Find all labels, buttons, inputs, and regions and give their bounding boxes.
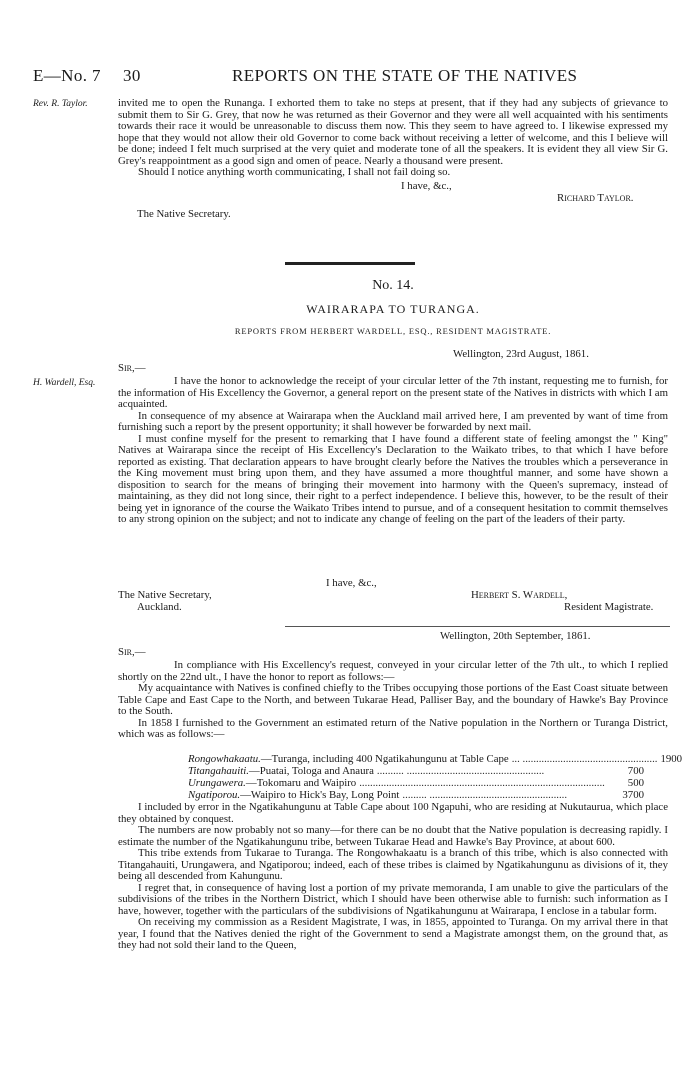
letter3-paragraph: My acquaintance with Natives is confined chiefly to the Tribes occupying those portions of the East Coast situate between Table Cape and East Cape to the North, and between Tukarae Head, Palliser Bay, and the boundary of Hawke's Bay Province to the South. xyxy=(118,682,668,717)
running-title: REPORTS ON THE STATE OF THE NATIVES xyxy=(232,66,578,85)
letter3-paragraph: In compliance with His Excellency's request, conveyed in your circular letter of the 7th ult., to which I replied shortly on the 22nd ult., I have the honor to report as follows:— xyxy=(118,659,668,683)
letter3-paragraph: This tribe extends from Tukarae to Turanga. The Rongowhakaatu is a branch of this tribe, which is also connected with Titangahauiti, Urungawera, and Ngatiporou; indeed, each of these tribes is claimed by Ngatikahungunu as divisions of it, they being all descended from Kahungunu. xyxy=(118,847,668,882)
dot-leader: ........................................................................................... xyxy=(359,777,605,789)
tribe-name: Rongowhakaatu. xyxy=(188,753,261,765)
section-number: No. 14. xyxy=(372,278,414,293)
tribe-name: Urungawera. xyxy=(188,777,246,789)
letter3-paragraph: On receiving my commission as a Resident Magistrate, I was, in 1855, appointed to Turanga. On my arrival there in that year, I found that the Natives denied the right of the Government to send a Magistrate amongst them, on the ground that, as they had not sold their land to the Queen, xyxy=(118,916,668,951)
letter-divider xyxy=(285,626,670,627)
letter3-dateline: Wellington, 20th September, 1861. xyxy=(440,630,591,642)
dot-leader: ......... ................................................... xyxy=(402,789,568,801)
tribe-name: Ngatiporou. xyxy=(188,789,241,801)
table-row xyxy=(188,789,644,801)
letter3-body-bottom xyxy=(118,802,668,952)
letter2-signature: Herbert S. Wardell, xyxy=(471,589,568,601)
letter1-closing: I have, &c., xyxy=(401,180,452,192)
margin-note-wardell: H. Wardell, Esq. xyxy=(33,378,96,388)
letter3-body-top xyxy=(118,660,668,741)
page-header xyxy=(33,66,670,84)
letter2-paragraph: I must confine myself for the present to remarking that I have found a different state of feeling amongst the " King" Natives at Wairarapa since the receipt of His Excellency's Declaration to the Waikato tribes, to that which I have before reported as existing. That declaration appears to have brought clearly before the Natives the troubles which a perseverance in the King movement must bring upon them, and they have assumed a more thoughtful manner, and some have shown a disposition to search for the means of bringing their movement into harmony with the Queen's supremacy, instead of maintaining, as they did not long since, their right to a perfect independence. I believe this, however, to be the result of their being yet in ignorance of the course the Waikato Tribes intend to pursue, and of a consequent hesitation to commit themselves to any strong opinion on the subject; and not to indicate any change of feeling on the part of the leaders of their party. xyxy=(118,432,668,525)
letter2-signature-title: Resident Magistrate. xyxy=(564,601,654,613)
letter2-addressee-city: Auckland. xyxy=(137,601,182,613)
letter2-addressee: The Native Secretary, xyxy=(118,589,212,601)
tribe-district: —Puatai, Tologa and Anaura xyxy=(248,765,374,777)
letter3-paragraph: The numbers are now probably not so many—for there can be no doubt that the Native population is decreasing rapidly. I estimate the number of the Ngatikahungunu tribe, between Tukarae Head and Hawke's Bay Province, at about 600. xyxy=(118,824,668,848)
letter2-salutation: Sir,— xyxy=(118,362,146,374)
table-row xyxy=(188,777,644,789)
letter1-signature: Richard Taylor. xyxy=(557,192,634,204)
letter1-addressee: The Native Secretary. xyxy=(137,208,231,220)
letter2-dateline: Wellington, 23rd August, 1861. xyxy=(453,348,589,360)
letter3-paragraph: I included by error in the Ngatikahungunu at Table Cape about 100 Ngapuhi, who are residing at Nukutaurua, which place they obtained by conquest. xyxy=(118,801,668,825)
margin-note-taylor: Rev. R. Taylor. xyxy=(33,99,88,109)
tribe-district: —Tokomaru and Waipiro xyxy=(245,777,357,789)
letter1-paragraph: Should I notice anything worth communicating, I shall not fail doing so. xyxy=(138,166,451,178)
dot-leader: .......... ................................................... xyxy=(376,765,545,777)
section-divider xyxy=(285,262,415,265)
population-table xyxy=(188,753,683,801)
section-subtitle: REPORTS FROM HERBERT WARDELL, ESQ., RESIDENT MAGISTRATE. xyxy=(234,326,552,336)
population-value: 500 xyxy=(627,777,644,789)
letter2-paragraph: I have the honor to acknowledge the receipt of your circular letter of the 7th instant, requesting me to furnish, for the information of His Excellency the Governor, a general report on the present state of the Natives in districts with which I am acquainted. xyxy=(118,375,668,410)
page-number: 30 xyxy=(123,66,141,85)
letter2-closing: I have, &c., xyxy=(326,577,377,589)
letter3-paragraph: I regret that, in consequence of having lost a portion of my private memoranda, I am unable to give the particulars of the subdivisions of the tribes in the Northern District, which I should have been otherwise able to furnish: such information as I have, however, together with the particulars of the subdivisions of Ngatikahungunu at Wairarapa, I enclose in a tabular form. xyxy=(118,881,668,917)
dot-leader: ... .................................................. xyxy=(511,753,658,765)
letter2-body xyxy=(118,376,668,526)
table-row xyxy=(188,753,683,765)
letter3-salutation: Sir,— xyxy=(118,646,146,658)
population-value: 3700 xyxy=(622,789,644,801)
tribe-name: Titangahauiti. xyxy=(188,765,249,777)
letter1-body xyxy=(118,98,668,179)
section-title: WAIRARAPA TO TURANGA. xyxy=(306,302,480,316)
header-series: E—No. 7 xyxy=(33,66,101,85)
tribe-district: —Waipiro to Hick's Bay, Long Point xyxy=(240,789,400,801)
population-value: 700 xyxy=(627,765,644,777)
letter1-paragraph: invited me to open the Runanga. I exhorted them to take no steps at present, that if they had any subjects of grievance to submit them to Sir G. Grey, that now he was returned as their Governor and they were all well acquainted with his sentiments towards their race it would be unreasonable to discuss them now. This they seem to have agreed to. I likewise expressed my hope that they would not allow their old Governor to come back without receiving a letter of welcome, and this I believe will be done; indeed I felt much surprised at the very quiet and moderate tone of all the speakers. It is evident they all view Sir G. Grey's reappointment as a good sign and omen of peace. Nearly a thousand were present. xyxy=(118,97,668,167)
table-row xyxy=(188,765,644,777)
population-value: 1900 xyxy=(660,753,683,765)
tribe-district: —Turanga, including 400 Ngatikahungunu at Table Cape xyxy=(260,753,509,765)
letter2-paragraph: In consequence of my absence at Wairarapa when the Auckland mail arrived here, I am prevented by want of time from furnishing such a report by the present opportunity; it shall however be forwarded by next mail. xyxy=(118,409,668,433)
letter3-paragraph: In 1858 I furnished to the Government an estimated return of the Native population in the Northern or Turanga District, which was as follows:— xyxy=(118,716,668,740)
